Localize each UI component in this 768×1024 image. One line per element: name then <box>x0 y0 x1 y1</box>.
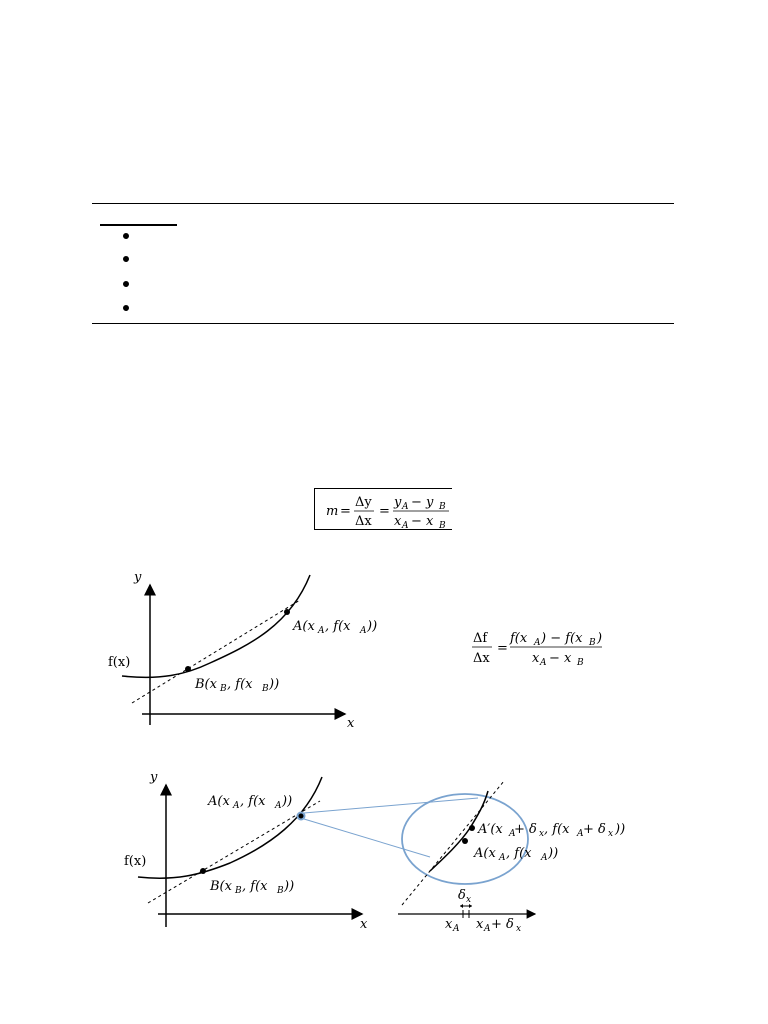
svg-text:)): )) <box>367 619 378 634</box>
tangent-zoom-graph <box>100 765 660 945</box>
df-denom: Δx <box>473 651 490 666</box>
svg-text:, f(x: , f(x <box>240 794 266 809</box>
svg-text:B: B <box>262 684 269 694</box>
svg-text:)): )) <box>282 794 293 809</box>
svg-text:A: A <box>453 924 460 934</box>
zoom-connector-top <box>304 798 478 813</box>
graph2-func-label: f(x) <box>124 854 147 869</box>
svg-text:A(x: A(x <box>474 846 496 861</box>
graph1-label-a <box>292 619 377 636</box>
svg-text:B: B <box>577 658 584 668</box>
svg-text:− x: − x <box>549 651 572 666</box>
graph1-func-label: f(x) <box>108 655 131 670</box>
df-rhs-den: x <box>532 651 540 666</box>
svg-text:, f(x: , f(x <box>227 677 253 692</box>
slope-den-sub-b: B <box>439 521 446 531</box>
graph1-y-label: y <box>134 570 142 585</box>
svg-text:A: A <box>360 626 367 636</box>
svg-text:A(x: A(x <box>208 794 230 809</box>
svg-text:B: B <box>277 886 284 896</box>
zoom-tangent <box>402 781 504 905</box>
zoom-label-a <box>473 846 558 863</box>
graph2-y-label: y <box>150 770 158 785</box>
svg-text:+ δ: + δ <box>583 822 606 837</box>
graph2-label-b <box>209 879 294 896</box>
svg-text:, f(x: , f(x <box>544 822 570 837</box>
svg-text:A: A <box>499 853 506 863</box>
svg-text:+ δ: + δ <box>491 917 514 932</box>
svg-text:+ δ: + δ <box>514 822 537 837</box>
df-eq: = <box>497 641 508 656</box>
svg-text:A: A <box>534 638 541 648</box>
svg-text:δ: δ <box>458 888 466 903</box>
svg-text:)): )) <box>548 846 559 861</box>
svg-text:A: A <box>275 801 282 811</box>
svg-text:): ) <box>597 631 603 646</box>
graph2-x-label: x <box>360 917 368 932</box>
zoom-connector-bottom <box>304 819 430 857</box>
zoom-point-a-prime <box>469 825 475 831</box>
svg-text:)): )) <box>615 822 626 837</box>
bottom-rule <box>92 323 674 324</box>
svg-text:A: A <box>540 658 547 668</box>
zoom-delta-label <box>458 888 471 905</box>
svg-text:B: B <box>235 886 242 896</box>
slope-num-sub-a: A <box>402 502 409 512</box>
svg-text:A: A <box>577 829 584 839</box>
svg-text:B(x: B(x <box>195 677 217 692</box>
df-rhs-num: f(x <box>510 631 528 646</box>
slope-num-sub-b: B <box>439 502 446 512</box>
svg-text:A: A <box>484 924 491 934</box>
graph1-label-b <box>194 677 279 694</box>
svg-text:A′(x: A′(x <box>478 822 503 837</box>
svg-text:B(x: B(x <box>210 879 232 894</box>
graph1-point-b <box>185 666 191 672</box>
slope-den-sub-a: A <box>402 521 409 531</box>
bullet-2 <box>123 256 129 262</box>
zoom-xa-delta-label <box>476 917 521 934</box>
slope-den: x <box>394 514 402 529</box>
top-rule <box>92 203 674 204</box>
zoom-label-a-prime <box>477 822 625 839</box>
graph2-point-a <box>298 813 305 820</box>
svg-text:, f(x: , f(x <box>242 879 268 894</box>
slope-num-minus: − y <box>411 495 434 510</box>
graph1-x-label: x <box>347 716 355 731</box>
zoom-point-a <box>462 838 468 844</box>
svg-text:, f(x: , f(x <box>506 846 532 861</box>
svg-text:A(x: A(x <box>293 619 315 634</box>
bullet-1 <box>123 233 129 239</box>
zoom-xa-label <box>445 917 460 934</box>
slope-m: m <box>326 504 339 519</box>
slope-dx: Δx <box>355 514 372 529</box>
svg-text:x: x <box>608 829 614 839</box>
slope-eq1: = <box>340 504 351 519</box>
svg-text:) − f(x: ) − f(x <box>541 631 583 646</box>
svg-text:)): )) <box>284 879 295 894</box>
svg-text:)): )) <box>269 677 280 692</box>
svg-text:x: x <box>539 829 545 839</box>
slope-dy: Δy <box>355 495 372 510</box>
svg-text:A: A <box>541 853 548 863</box>
heading-underline <box>100 224 177 226</box>
svg-text:A: A <box>318 626 325 636</box>
svg-text:, f(x: , f(x <box>325 619 351 634</box>
bullet-4 <box>123 305 129 311</box>
svg-text:B: B <box>220 684 227 694</box>
df-formula <box>470 626 620 670</box>
svg-text:B: B <box>589 638 596 648</box>
slope-eq2: = <box>379 504 390 519</box>
bullet-3 <box>123 281 129 287</box>
graph2-label-a <box>207 794 292 811</box>
df-numer: Δf <box>473 631 488 646</box>
graph2-secant <box>148 801 320 903</box>
svg-text:x: x <box>476 917 484 932</box>
graph2-point-b <box>200 868 206 874</box>
svg-text:x: x <box>445 917 453 932</box>
slope-formula <box>314 488 454 532</box>
slope-num: y <box>394 495 402 510</box>
graph1-point-a <box>284 609 290 615</box>
svg-text:A: A <box>233 801 240 811</box>
svg-text:A: A <box>509 829 516 839</box>
slope-den-minus: − x <box>411 514 434 529</box>
svg-text:x: x <box>516 924 522 934</box>
secant-graph <box>100 565 400 740</box>
svg-text:x: x <box>466 895 472 905</box>
